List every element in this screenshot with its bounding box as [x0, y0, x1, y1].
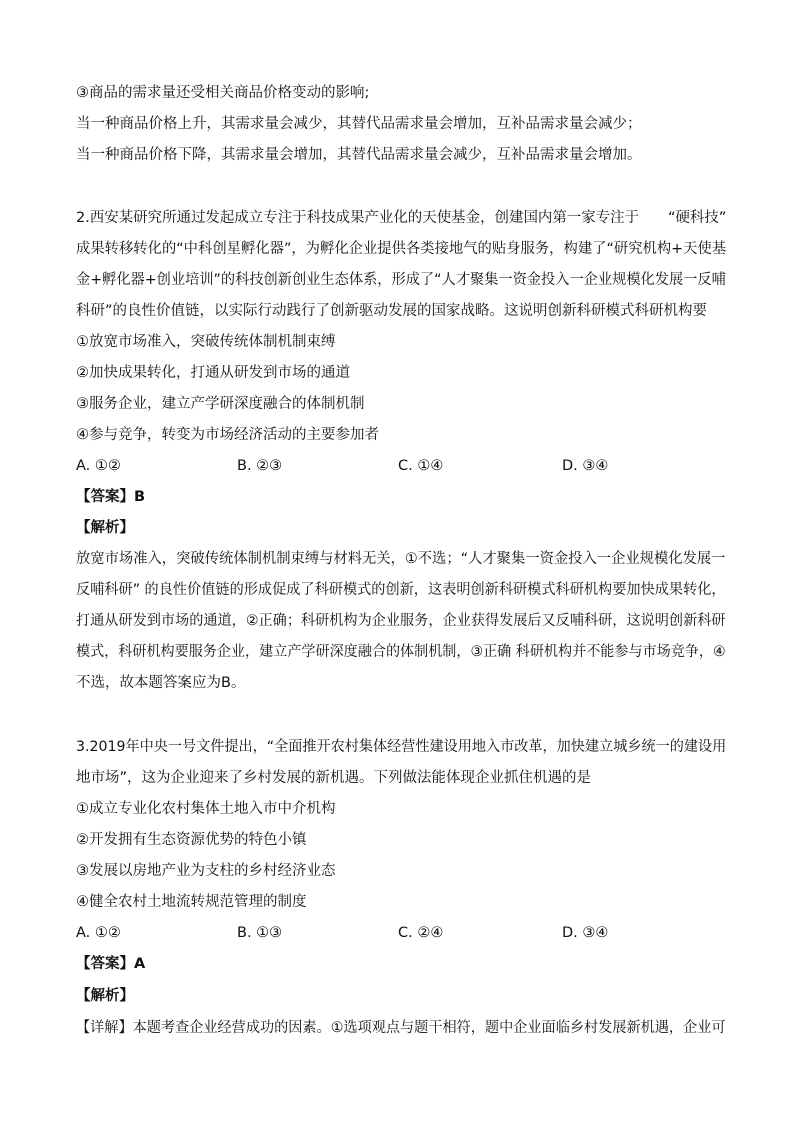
q2-options: [76, 456, 726, 476]
q2-stem-line-1: 2.西安某研究所通过发起成立专注于科技成果产业化的天使基金，创建国内第一家专注于 “硬科技”: [76, 210, 727, 226]
q2-analysis-line-5: 不选，故本题答案应为B。: [76, 675, 246, 691]
q2-item-2: ②加快成果转化，打通从研发到市场的通道: [76, 365, 350, 381]
q2-item-1: ①放宽市场准入，突破传统体制机制束缚: [76, 334, 336, 350]
q3-item-4: ④健全农村土地流转规范管理的制度: [76, 894, 307, 910]
q2-item-4: ④参与竞争，转变为市场经济活动的主要参加者: [76, 427, 379, 443]
q2-analysis-line-4: 模式，科研机构要服务企业，建立产学研深度融合的体制机制，③正确 科研机构并不能参与市场竞争，④: [76, 644, 726, 660]
q3-analysis-line-1: 【详解】本题考查企业经营成功的因素。①选项观点与题干相符，题中企业面临乡村发展新机遇，企业可: [76, 1020, 726, 1036]
q1-point-3: ③商品的需求量还受相关商品价格变动的影响;: [76, 85, 370, 101]
q2-option-d: D. ③④: [562, 458, 609, 474]
q3-option-d: D. ③④: [562, 925, 609, 941]
q3-option-b: B. ①③: [237, 925, 283, 941]
q1-price-rise-text: 当一种商品价格上升，其需求量会减少，其替代品需求量会增加，互补品需求量会减少；: [76, 116, 642, 132]
q2-stem-line-3: 金+孵化器+创业培训”的科技创新创业生态体系，形成了“人才聚集一资金投入一企业规模化发展一反哺: [76, 272, 726, 288]
q2-option-b: B. ②③: [237, 458, 283, 474]
q2-item-3: ③服务企业，建立产学研深度融合的体制机制: [76, 396, 365, 412]
q3-item-2: ②开发拥有生态资源优势的特色小镇: [76, 832, 307, 848]
q3-stem-line-1: 3.2019年中央一号文件提出，“全面推开农村集体经营性建设用地入市改革，加快建立城乡统一的建设用: [76, 739, 727, 755]
q3-stem-line-2: 地市场”，这为企业迎来了乡村发展的新机遇。下列做法能体现企业抓住机遇的是: [76, 770, 592, 786]
q3-item-3: ③发展以房地产业为支柱的乡村经济业态: [76, 863, 336, 879]
q1-price-fall-text: 当一种商品价格下降，其需求量会增加，其替代品需求量会减少，互补品需求量会增加。: [76, 147, 642, 163]
q2-answer: 【答案】B: [76, 489, 146, 505]
q2-analysis-line-3: 打通从研发到市场的通道，②正确；科研机构为企业服务，企业获得发展后又反哺科研，这说明创新科研: [76, 613, 726, 629]
q3-item-1: ①成立专业化农村集体土地入市中介机构: [76, 801, 336, 817]
q2-option-a: A. ①②: [76, 458, 121, 474]
q2-stem-line-2: 成果转移转化的“中科创星孵化器”，为孵化企业提供各类接地气的贴身服务，构建了“研究机构+天使基: [76, 241, 727, 257]
q3-analysis-label: 【解析】: [76, 988, 134, 1004]
q2-analysis-line-1: 放宽市场准入，突破传统体制机制束缚与材料无关，①不选；“人才聚集一资金投入一企业规模化发展一: [76, 551, 726, 567]
q3-answer: 【答案】A: [76, 956, 146, 972]
q2-stem-line-4: 科研”的良性价值链，以实际行动践行了创新驱动发展的国家战略。这说明创新科研模式科研机构要: [76, 303, 708, 319]
q2-analysis-label: 【解析】: [76, 520, 134, 536]
q3-options: [76, 923, 726, 943]
q2-analysis-line-2: 反哺科研” 的良性价值链的形成促成了科研模式的创新，这表明创新科研模式科研机构要加快成果转化，: [76, 582, 726, 598]
q3-option-c: C. ②④: [398, 925, 444, 941]
q2-option-c: C. ①④: [398, 458, 444, 474]
q3-option-a: A. ①②: [76, 925, 121, 941]
